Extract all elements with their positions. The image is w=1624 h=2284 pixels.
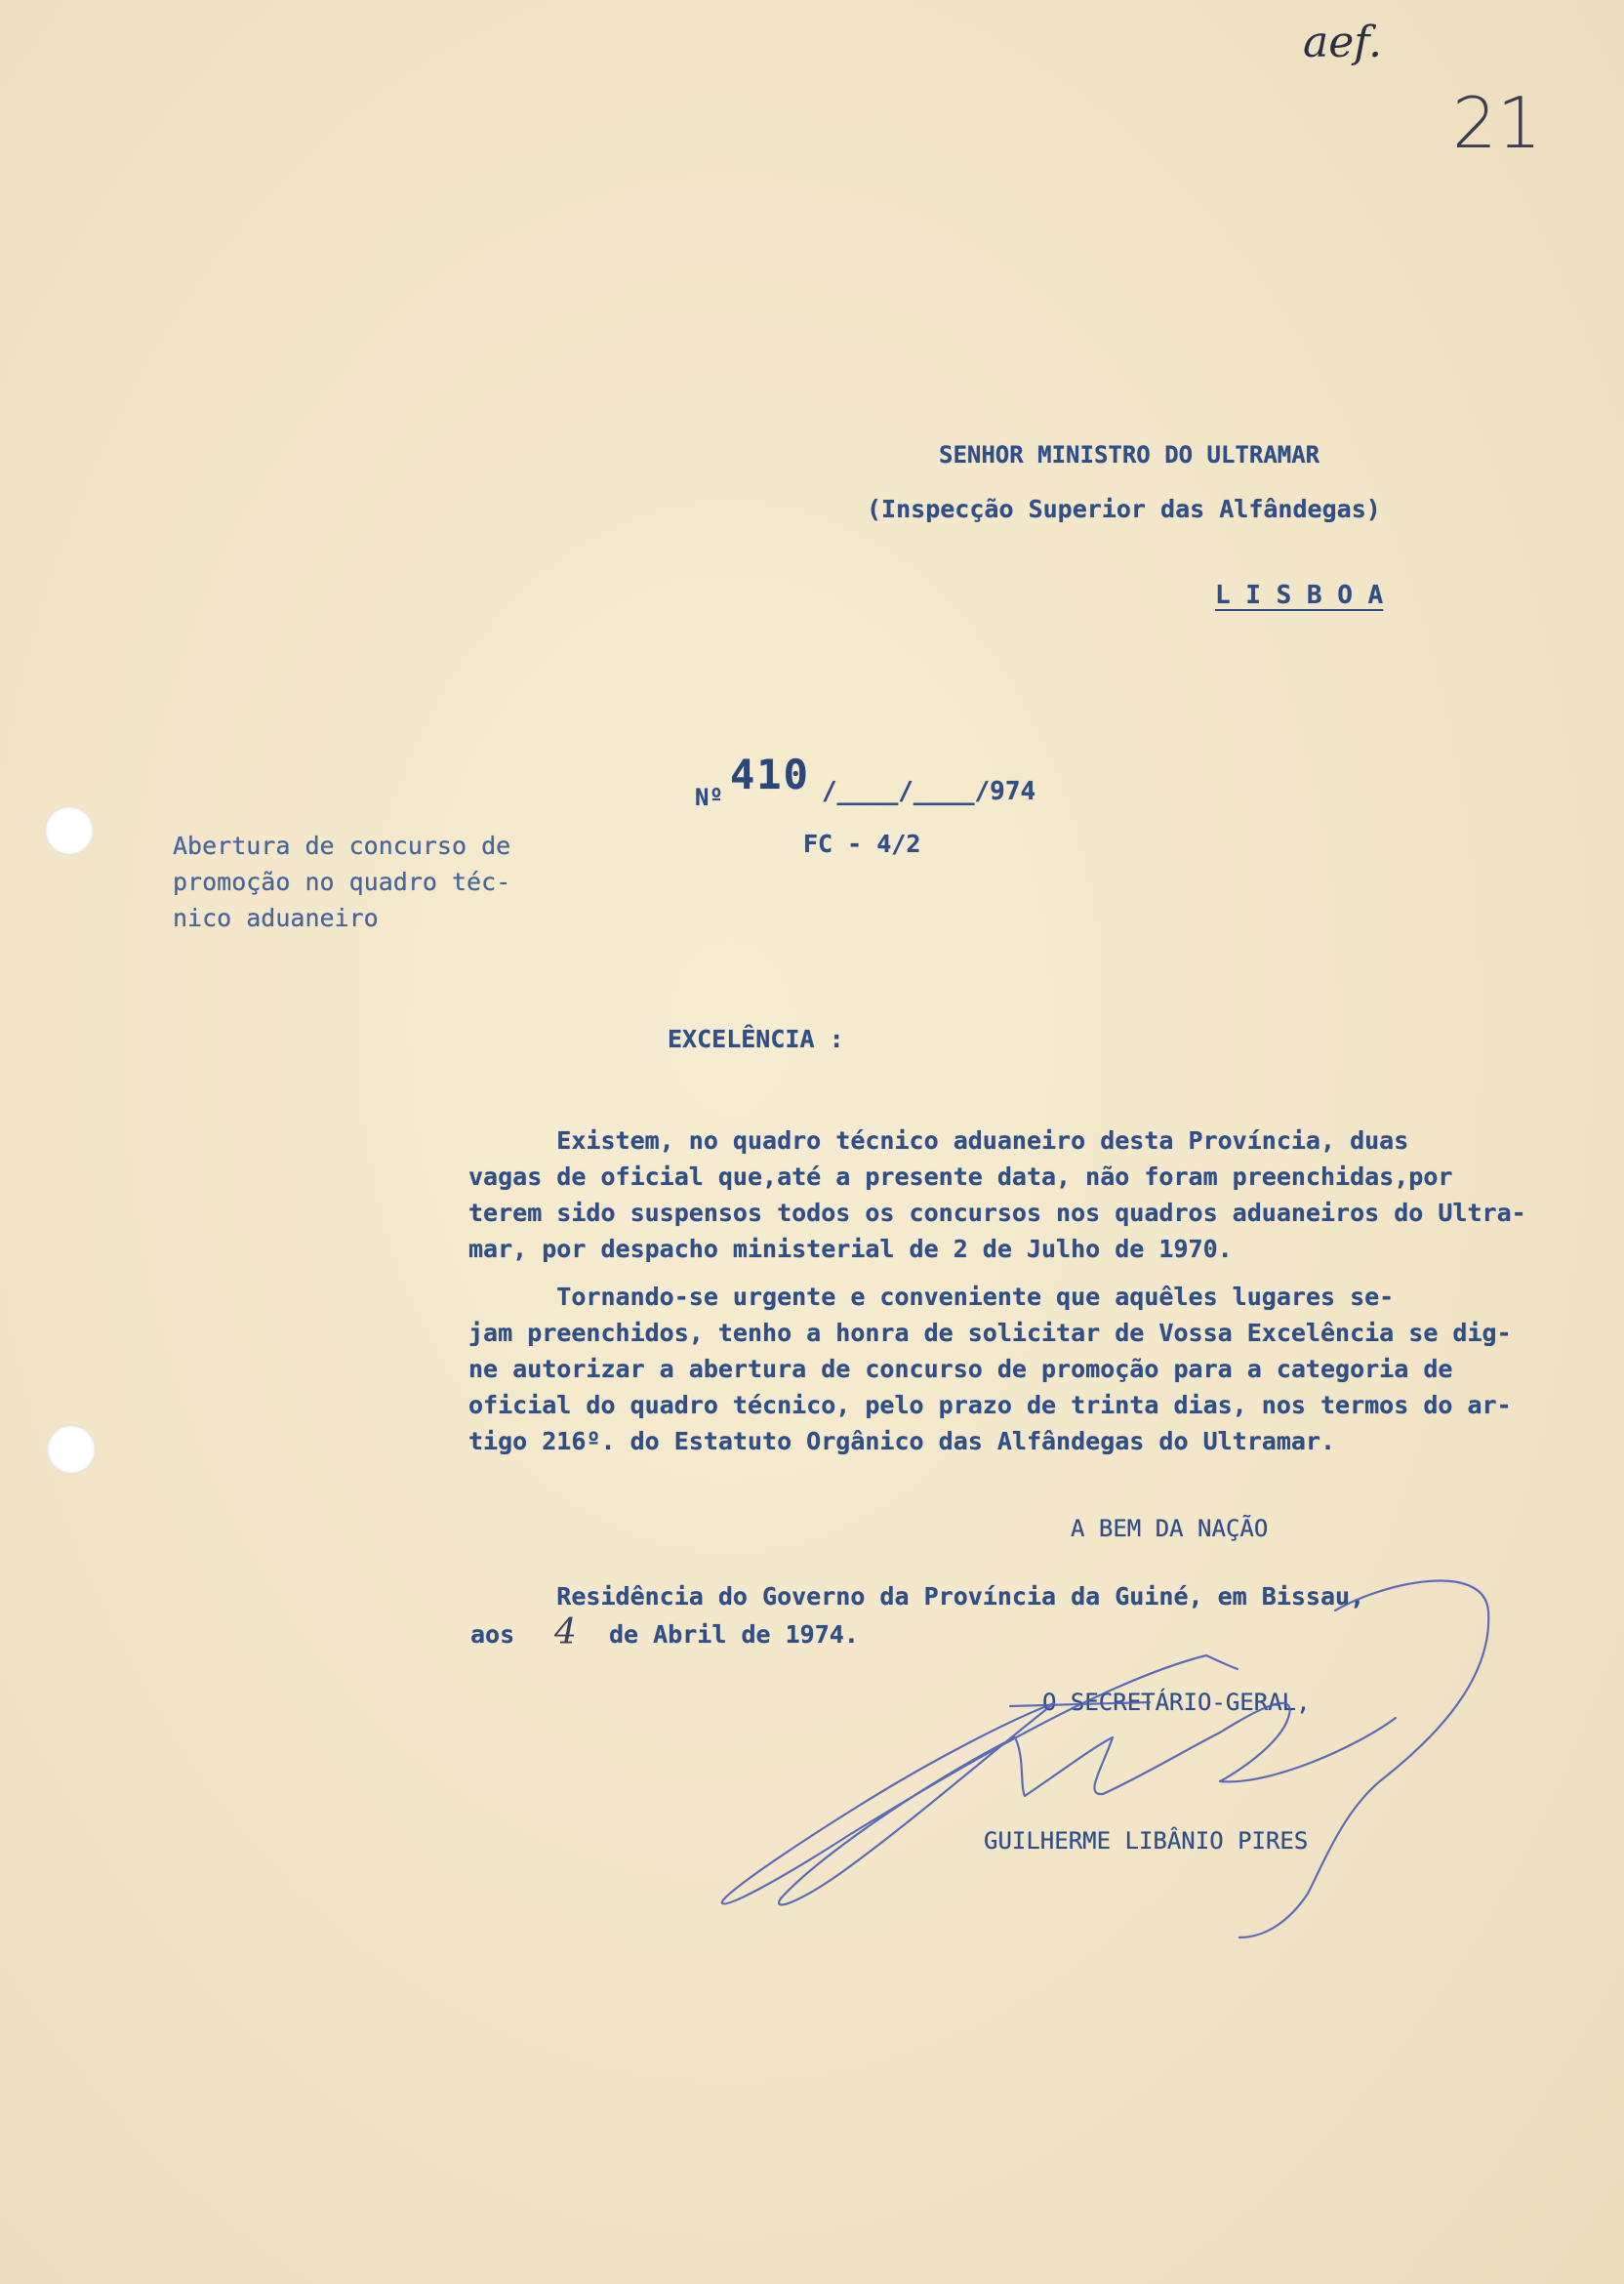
subject-line-1: Abertura de concurso de [173,832,511,860]
addressee-line-2: (Inspecção Superior das Alfândegas) [867,495,1381,523]
signatory-name: GUILHERME LIBÂNIO PIRES [984,1827,1309,1855]
top-note-handwritten: aef. [1303,18,1382,67]
folio-number-handwritten: 21 [1452,82,1542,164]
date-suffix: de Abril de 1974. [609,1620,859,1649]
closing-place-line: Residência do Governo da Província da Guiné, em Bissau, [468,1582,1365,1611]
body-line: tigo 216º. do Estatuto Orgânico das Alfândegas do Ultramar. [468,1427,1336,1455]
signatory-title: O SECRETÁRIO-GERAL, [1042,1689,1311,1716]
body-line: terem sido suspensos todos os concursos nos quadros aduaneiros do Ultra- [468,1199,1526,1227]
body-line: Existem, no quadro técnico aduaneiro desta Província, duas [468,1126,1409,1155]
reference-date-line: /____/____/974 [822,777,1036,806]
body-line: ne autorizar a abertura de concurso de promoção para a categoria de [468,1355,1453,1383]
reference-file-code: FC - 4/2 [803,830,921,858]
body-line: Tornando-se urgente e conveniente que aquêles lugares se- [468,1283,1395,1311]
subject-line-2: promoção no quadro téc- [173,868,511,896]
addressee-city: L I S B O A [1215,581,1384,610]
body-line: mar, por despacho ministerial de 2 de Julho de 1970. [468,1235,1233,1263]
handwritten-day: 4 [554,1612,577,1652]
reference-number: 410 [730,751,810,798]
addressee-line-1: SENHOR MINISTRO DO ULTRAMAR [939,441,1320,469]
subject-line-3: nico aduaneiro [173,904,379,932]
salutation: EXCELÊNCIA : [668,1025,844,1053]
date-prefix: aos [470,1620,515,1649]
closing-motto: A BEM DA NAÇÃO [1071,1515,1269,1542]
reference-prefix: Nº [695,784,723,811]
body-line: oficial do quadro técnico, pelo prazo de trinta dias, nos termos do ar- [468,1391,1512,1419]
body-line: vagas de oficial que,até a presente data, não foram preenchidas,por [468,1162,1453,1191]
body-line: jam preenchidos, tenho a honra de solicitar de Vossa Excelência se dig- [468,1319,1512,1347]
